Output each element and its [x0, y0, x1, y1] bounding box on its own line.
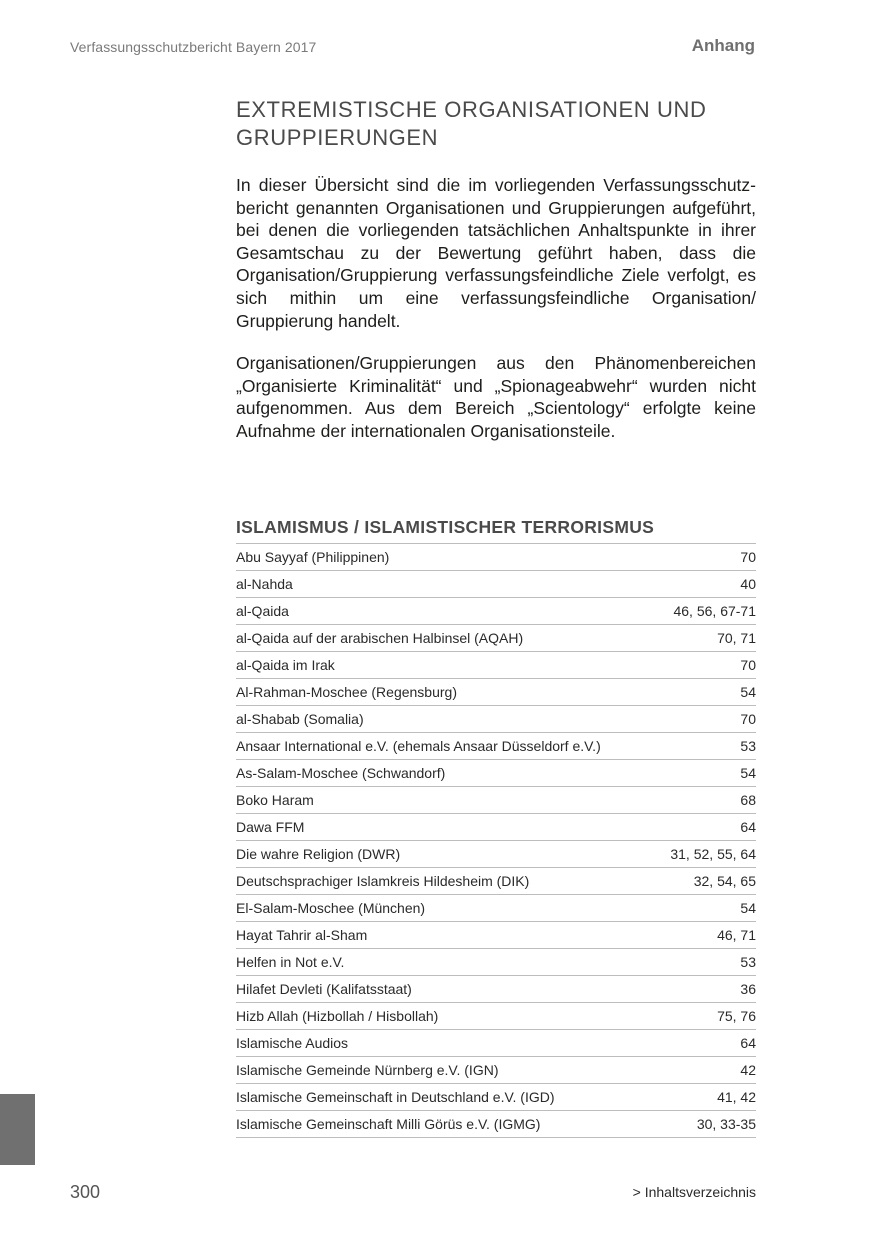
- organization-name: Helfen in Not e.V.: [236, 949, 657, 976]
- chapter-marker-tab: [0, 1094, 35, 1165]
- table-row: [236, 949, 756, 976]
- table-row: [236, 598, 756, 625]
- intro-paragraph-1: In dieser Übersicht sind die im vorliegenden Verfassungsschutzbericht genannten Organisationen und Gruppierungen aufgeführt, bei denen die vorliegenden tatsächlichen Anhaltspunkte in ihrer Gesamtschau zu der Bewertung geführt haben, dass die Organisation/Gruppierung verfassungsfeindliche Ziele verfolgt, es sich mithin um eine verfassungsfeindliche Organisation/ Gruppierung handelt.: [236, 175, 756, 331]
- organization-name: al-Nahda: [236, 571, 657, 598]
- page-references: 41, 42: [657, 1084, 756, 1111]
- table-row: [236, 706, 756, 733]
- page-number: 300: [70, 1182, 101, 1202]
- page-references: 53: [657, 949, 756, 976]
- table-row: [236, 625, 756, 652]
- organization-name: Abu Sayyaf (Philippinen): [236, 544, 657, 571]
- organization-name: Hizb Allah (Hizbollah / Hisbollah): [236, 1003, 657, 1030]
- organization-name: al-Qaida auf der arabischen Halbinsel (AQAH): [236, 625, 657, 652]
- table-of-contents-link[interactable]: > Inhaltsverzeichnis: [632, 1184, 756, 1200]
- organization-name: Boko Haram: [236, 787, 657, 814]
- table-row: [236, 1057, 756, 1084]
- page-references: 32, 54, 65: [657, 868, 756, 895]
- section-heading: ISLAMISMUS / ISLAMISTISCHER TERRORISMUS: [236, 517, 655, 537]
- table-row: [236, 1084, 756, 1111]
- page-references: 75, 76: [657, 1003, 756, 1030]
- table-row: [236, 868, 756, 895]
- page-references: 70: [657, 544, 756, 571]
- page-references: 70: [657, 652, 756, 679]
- organization-name: As-Salam-Moschee (Schwandorf): [236, 760, 657, 787]
- page-references: 54: [657, 760, 756, 787]
- table-row: [236, 760, 756, 787]
- page-references: 54: [657, 679, 756, 706]
- organization-name: Hayat Tahrir al-Sham: [236, 922, 657, 949]
- page-references: 30, 33-35: [657, 1111, 756, 1138]
- table-row: [236, 733, 756, 760]
- table-row: [236, 544, 756, 571]
- table-row: [236, 652, 756, 679]
- organization-name: Islamische Gemeinschaft in Deutschland e.V. (IGD): [236, 1084, 657, 1111]
- table-row: [236, 922, 756, 949]
- organization-name: Die wahre Religion (DWR): [236, 841, 657, 868]
- page-references: 64: [657, 814, 756, 841]
- page-references: 31, 52, 55, 64: [657, 841, 756, 868]
- organization-name: Al-Rahman-Moschee (Regensburg): [236, 679, 657, 706]
- page-references: 46, 56, 67-71: [657, 598, 756, 625]
- table-row: [236, 1111, 756, 1138]
- organization-name: El-Salam-Moschee (München): [236, 895, 657, 922]
- page-references: 36: [657, 976, 756, 1003]
- organization-name: al-Qaida: [236, 598, 657, 625]
- table-row: [236, 976, 756, 1003]
- organization-name: al-Qaida im Irak: [236, 652, 657, 679]
- section-label: Anhang: [691, 36, 755, 55]
- table-row: [236, 814, 756, 841]
- organization-table: [236, 543, 756, 1138]
- page-references: 68: [657, 787, 756, 814]
- organization-name: Deutschsprachiger Islamkreis Hildesheim (DIK): [236, 868, 657, 895]
- table-row: [236, 1030, 756, 1057]
- organization-name: Dawa FFM: [236, 814, 657, 841]
- organization-name: Ansaar International e.V. (ehemals Ansaar Düsseldorf e.V.): [236, 733, 657, 760]
- table-row: [236, 571, 756, 598]
- page-references: 54: [657, 895, 756, 922]
- page-references: 64: [657, 1030, 756, 1057]
- table-row: [236, 1003, 756, 1030]
- organization-name: al-Shabab (Somalia): [236, 706, 657, 733]
- page-references: 42: [657, 1057, 756, 1084]
- page-title: EXTREMISTISCHE ORGANISATIONEN UND GRUPPIERUNGEN: [236, 97, 707, 150]
- page-references: 53: [657, 733, 756, 760]
- table-row: [236, 787, 756, 814]
- page-references: 70: [657, 706, 756, 733]
- intro-paragraph-2: Organisationen/Gruppierungen aus den Phänomenbereichen „Organisierte Kriminalität“ und „Spionageabwehr“ wurden nicht aufgenommen. Aus dem Bereich „Scientology“ erfolgte keine Aufnahme der internationalen Organisationsteile.: [236, 353, 756, 441]
- page-references: 70, 71: [657, 625, 756, 652]
- page-references: 46, 71: [657, 922, 756, 949]
- table-row: [236, 841, 756, 868]
- page-references: 40: [657, 571, 756, 598]
- organization-name: Islamische Gemeinde Nürnberg e.V. (IGN): [236, 1057, 657, 1084]
- organization-name: Hilafet Devleti (Kalifatsstaat): [236, 976, 657, 1003]
- table-row: [236, 679, 756, 706]
- organization-name: Islamische Gemeinschaft Milli Görüs e.V. (IGMG): [236, 1111, 657, 1138]
- table-row: [236, 895, 756, 922]
- organization-name: Islamische Audios: [236, 1030, 657, 1057]
- publication-title: Verfassungsschutzbericht Bayern 2017: [70, 39, 317, 55]
